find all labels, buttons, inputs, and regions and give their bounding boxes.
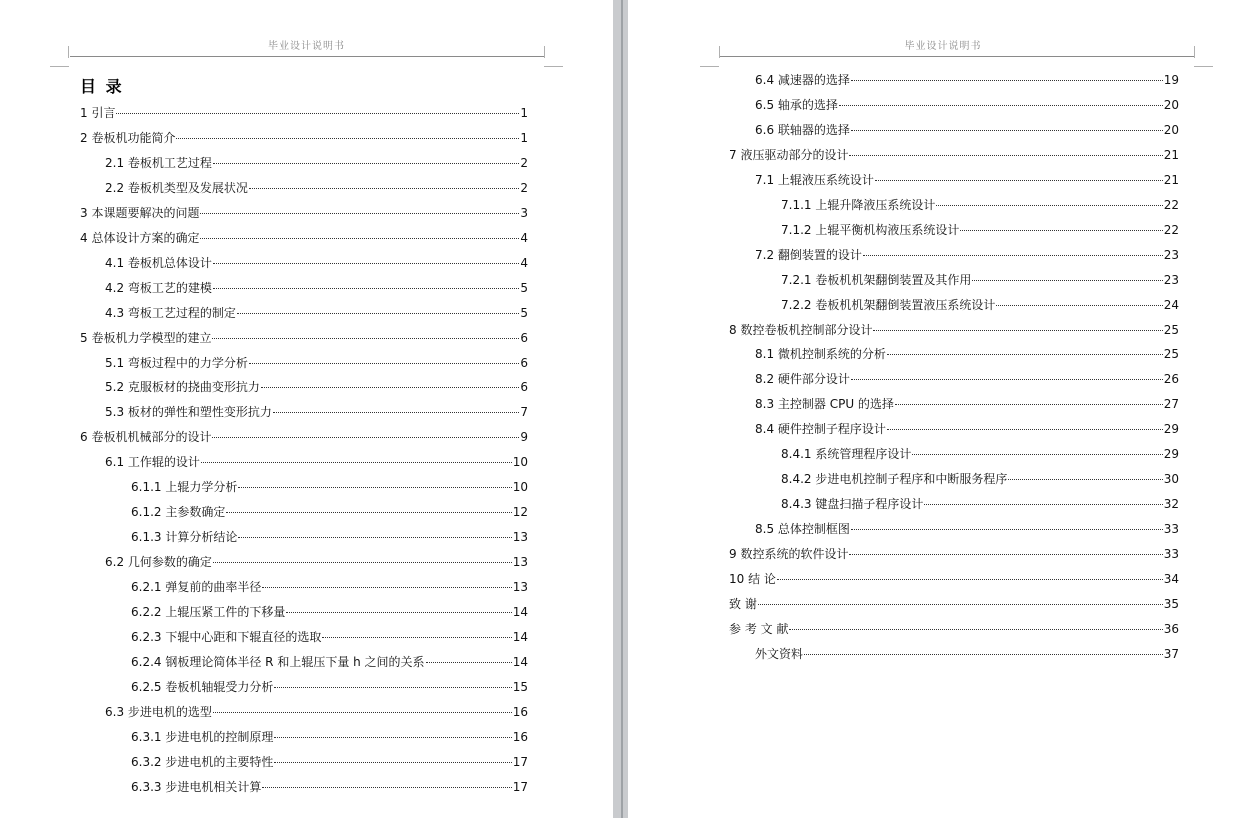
corner-mark bbox=[1194, 46, 1195, 58]
toc-entry-page-number: 23 bbox=[1163, 247, 1179, 262]
toc-entry-label: 6.2.5 卷板机轴辊受力分析 bbox=[131, 679, 274, 694]
toc-entry-label: 5 卷板机力学模型的建立 bbox=[80, 330, 212, 345]
toc-entry[interactable] bbox=[131, 678, 528, 696]
toc-entry[interactable] bbox=[755, 171, 1179, 189]
toc-entry[interactable] bbox=[131, 753, 528, 771]
toc-entry-page-number: 6 bbox=[520, 355, 528, 370]
dot-leader bbox=[286, 612, 511, 613]
toc-entry-label: 8.3 主控制器 CPU 的选择 bbox=[755, 397, 894, 412]
dot-leader bbox=[895, 404, 1163, 405]
toc-entry[interactable] bbox=[131, 528, 528, 546]
dot-leader bbox=[261, 387, 519, 388]
toc-entry-label: 6.2.1 弹复前的曲率半径 bbox=[131, 580, 262, 595]
toc-entry-page-number: 21 bbox=[1163, 172, 1179, 187]
toc-entry-label: 7.2 翻倒装置的设计 bbox=[755, 247, 862, 262]
toc-entry-label: 6.1.2 主参数确定 bbox=[131, 505, 226, 520]
toc-entry-page-number: 4 bbox=[520, 230, 528, 245]
toc-entry-page-number: 16 bbox=[512, 704, 528, 719]
gutter-divider bbox=[621, 0, 623, 818]
toc-entry-label: 6.4 减速器的选择 bbox=[755, 73, 850, 87]
toc-entry-page-number: 36 bbox=[1163, 621, 1179, 636]
dot-leader bbox=[912, 454, 1162, 455]
toc-entry-page-number: 17 bbox=[512, 779, 528, 794]
toc-entry-page-number: 35 bbox=[1163, 596, 1179, 611]
toc-entry[interactable] bbox=[781, 495, 1179, 513]
toc-entry-label: 5.2 克服板材的挠曲变形抗力 bbox=[105, 380, 260, 395]
dot-leader bbox=[875, 180, 1163, 181]
toc-entry[interactable] bbox=[80, 428, 528, 446]
toc-entry-page-number: 10 bbox=[512, 455, 528, 470]
dot-leader bbox=[274, 687, 511, 688]
dot-leader bbox=[262, 587, 511, 588]
toc-entry-page-number: 5 bbox=[520, 305, 528, 320]
toc-entry-label: 8.1 微机控制系统的分析 bbox=[755, 347, 886, 362]
page-header-right: 毕业设计说明书 bbox=[904, 41, 982, 52]
dot-leader bbox=[200, 213, 519, 214]
toc-entry-page-number: 27 bbox=[1163, 397, 1179, 412]
toc-entry-label: 6.1 工作辊的设计 bbox=[105, 455, 200, 470]
toc-entry-label: 4.2 弯板工艺的建模 bbox=[105, 280, 212, 295]
toc-entry[interactable] bbox=[729, 321, 1179, 339]
toc-entry-page-number: 14 bbox=[512, 654, 528, 669]
toc-entry-label: 8.5 总体控制框图 bbox=[755, 522, 850, 537]
dot-leader bbox=[116, 113, 519, 114]
dot-leader bbox=[274, 737, 511, 738]
toc-entry[interactable] bbox=[80, 129, 528, 147]
toc-entry-page-number: 4 bbox=[520, 255, 528, 270]
toc-entry[interactable] bbox=[131, 653, 528, 671]
toc-entry-page-number: 29 bbox=[1163, 447, 1179, 462]
toc-entry[interactable] bbox=[755, 370, 1179, 388]
toc-entry-label: 致 谢 bbox=[729, 596, 757, 611]
corner-mark bbox=[700, 66, 719, 67]
toc-entry[interactable] bbox=[755, 121, 1179, 139]
dot-leader bbox=[887, 354, 1163, 355]
toc-entry-page-number: 1 bbox=[520, 130, 528, 145]
header-rule-left bbox=[70, 56, 545, 57]
toc-entry-label: 参 考 文 献 bbox=[729, 621, 789, 636]
toc-entry[interactable] bbox=[729, 545, 1179, 563]
toc-entry-label: 6.3.2 步进电机的主要特性 bbox=[131, 754, 274, 769]
toc-entry[interactable] bbox=[105, 453, 528, 471]
dot-leader bbox=[213, 263, 519, 264]
toc-entry-label: 7.2.1 卷板机机架翻倒装置及其作用 bbox=[781, 272, 972, 287]
toc-entry-page-number: 15 bbox=[512, 679, 528, 694]
toc-entry[interactable] bbox=[131, 603, 528, 621]
toc-entry[interactable] bbox=[105, 304, 528, 322]
toc-entry[interactable] bbox=[80, 329, 528, 347]
dot-leader bbox=[273, 412, 519, 413]
toc-entry-page-number: 20 bbox=[1163, 122, 1179, 137]
toc-entry-label: 6.5 轴承的选择 bbox=[755, 97, 838, 112]
toc-entry-label: 6.2 几何参数的确定 bbox=[105, 555, 212, 570]
toc-entry[interactable] bbox=[729, 570, 1179, 588]
toc-entry-page-number: 23 bbox=[1163, 272, 1179, 287]
toc-entry[interactable] bbox=[131, 578, 528, 596]
toc-entry[interactable] bbox=[105, 279, 528, 297]
toc-entry[interactable] bbox=[80, 104, 528, 122]
toc-entry-label: 8.2 硬件部分设计 bbox=[755, 372, 850, 387]
toc-entry[interactable] bbox=[755, 645, 1179, 663]
toc-entry-page-number: 33 bbox=[1163, 547, 1179, 562]
dot-leader bbox=[201, 462, 512, 463]
toc-entry-page-number: 34 bbox=[1163, 572, 1179, 586]
toc-entry[interactable] bbox=[729, 146, 1179, 164]
toc-entry[interactable] bbox=[755, 71, 1179, 89]
toc-title: 目 录 bbox=[80, 77, 124, 96]
dot-leader bbox=[849, 554, 1162, 555]
dot-leader bbox=[249, 363, 519, 364]
toc-entry[interactable] bbox=[781, 196, 1179, 214]
toc-entry[interactable] bbox=[729, 595, 1179, 613]
toc-entry-page-number: 17 bbox=[512, 754, 528, 769]
toc-entry-label: 5.3 板材的弹性和塑性变形抗力 bbox=[105, 405, 272, 420]
toc-entry-page-number: 32 bbox=[1163, 497, 1179, 512]
toc-entry-page-number: 19 bbox=[1163, 73, 1179, 87]
toc-entry-label: 6.3.3 步进电机相关计算 bbox=[131, 779, 262, 794]
dot-leader bbox=[924, 504, 1162, 505]
toc-entry[interactable] bbox=[105, 403, 528, 421]
toc-entry[interactable] bbox=[755, 345, 1179, 363]
toc-entry-page-number: 9 bbox=[520, 430, 528, 445]
toc-entry-label: 2.1 卷板机工艺过程 bbox=[105, 155, 212, 170]
dot-leader bbox=[804, 654, 1163, 655]
dot-leader bbox=[213, 712, 512, 713]
toc-entry-label: 4 总体设计方案的确定 bbox=[80, 230, 200, 245]
toc-entry[interactable] bbox=[781, 296, 1179, 314]
toc-entry-page-number: 29 bbox=[1163, 422, 1179, 437]
toc-entry-page-number: 6 bbox=[520, 380, 528, 395]
toc-entry-label: 6.1.3 计算分析结论 bbox=[131, 530, 238, 545]
toc-entry-page-number: 33 bbox=[1163, 522, 1179, 537]
dot-leader bbox=[851, 529, 1163, 530]
dot-leader bbox=[226, 512, 511, 513]
toc-entry-label: 4.1 卷板机总体设计 bbox=[105, 255, 212, 270]
toc-entry-label: 2 卷板机功能简介 bbox=[80, 130, 176, 145]
dot-leader bbox=[960, 230, 1162, 231]
toc-entry[interactable] bbox=[781, 221, 1179, 239]
toc-entry-page-number: 22 bbox=[1163, 222, 1179, 237]
toc-entry-page-number: 16 bbox=[512, 729, 528, 744]
toc-entry-label: 6.1.1 上辊力学分析 bbox=[131, 480, 238, 495]
toc-entry[interactable] bbox=[131, 478, 528, 496]
toc-entry[interactable] bbox=[781, 271, 1179, 289]
toc-entry[interactable] bbox=[105, 354, 528, 372]
document-page-right bbox=[628, 0, 1258, 818]
toc-entry[interactable] bbox=[80, 204, 528, 222]
toc-entry-page-number: 14 bbox=[512, 629, 528, 644]
toc-entry-page-number: 10 bbox=[512, 480, 528, 495]
toc-entry-page-number: 25 bbox=[1163, 322, 1179, 337]
toc-entry[interactable] bbox=[131, 628, 528, 646]
toc-entry-label: 2.2 卷板机类型及发展状况 bbox=[105, 180, 248, 195]
toc-entry[interactable] bbox=[781, 470, 1179, 488]
toc-entry-label: 4.3 弯板工艺过程的制定 bbox=[105, 305, 236, 320]
toc-entry-page-number: 12 bbox=[512, 505, 528, 520]
dot-leader bbox=[322, 637, 511, 638]
corner-mark bbox=[544, 46, 545, 58]
toc-entry-page-number: 37 bbox=[1163, 646, 1179, 661]
dot-leader bbox=[777, 579, 1163, 580]
toc-entry-label: 7.1.1 上辊升降液压系统设计 bbox=[781, 197, 936, 212]
dot-leader bbox=[972, 280, 1162, 281]
dot-leader bbox=[839, 105, 1163, 106]
toc-entry-label: 6.3.1 步进电机的控制原理 bbox=[131, 729, 274, 744]
toc-entry-page-number: 13 bbox=[512, 555, 528, 570]
toc-entry[interactable] bbox=[755, 395, 1179, 413]
toc-entry[interactable] bbox=[755, 420, 1179, 438]
toc-entry-label: 1 引言 bbox=[80, 106, 116, 120]
toc-entry-page-number: 20 bbox=[1163, 97, 1179, 112]
toc-entry-page-number: 7 bbox=[520, 405, 528, 420]
dot-leader bbox=[237, 313, 519, 314]
toc-entry[interactable] bbox=[105, 179, 528, 197]
toc-entry-label: 3 本课题要解决的问题 bbox=[80, 205, 200, 220]
toc-entry[interactable] bbox=[131, 778, 528, 796]
toc-entry-label: 7.1 上辊液压系统设计 bbox=[755, 172, 874, 187]
toc-entry-page-number: 1 bbox=[520, 106, 528, 120]
toc-entry-label: 7 液压驱动部分的设计 bbox=[729, 147, 849, 162]
dot-leader bbox=[996, 305, 1162, 306]
toc-entry[interactable] bbox=[105, 703, 528, 721]
toc-entry-page-number: 6 bbox=[520, 330, 528, 345]
dot-leader bbox=[851, 130, 1163, 131]
dot-leader bbox=[238, 487, 511, 488]
corner-mark bbox=[50, 66, 69, 67]
toc-entry-page-number: 25 bbox=[1163, 347, 1179, 362]
toc-entry[interactable] bbox=[105, 254, 528, 272]
dot-leader bbox=[213, 288, 519, 289]
dot-leader bbox=[758, 604, 1163, 605]
toc-entry-label: 6.6 联轴器的选择 bbox=[755, 122, 850, 137]
toc-entry-page-number: 26 bbox=[1163, 372, 1179, 387]
toc-entry[interactable] bbox=[105, 378, 528, 396]
toc-entry-page-number: 5 bbox=[520, 280, 528, 295]
dot-leader bbox=[1008, 479, 1162, 480]
toc-entry-page-number: 13 bbox=[512, 580, 528, 595]
toc-entry-label: 7.1.2 上辊平衡机构液压系统设计 bbox=[781, 222, 960, 237]
toc-entry-label: 8.4 硬件控制子程序设计 bbox=[755, 422, 886, 437]
dot-leader bbox=[851, 379, 1163, 380]
dot-leader bbox=[873, 330, 1162, 331]
header-rule-right bbox=[720, 56, 1195, 57]
dot-leader bbox=[936, 205, 1162, 206]
toc-entry[interactable] bbox=[105, 154, 528, 172]
toc-entry-label: 6.2.4 钢板理论简体半径 R 和上辊压下量 h 之间的关系 bbox=[131, 654, 425, 669]
toc-entry-page-number: 30 bbox=[1163, 472, 1179, 487]
toc-entry-page-number: 24 bbox=[1163, 297, 1179, 312]
dot-leader bbox=[213, 163, 519, 164]
toc-entry[interactable] bbox=[105, 553, 528, 571]
toc-entry-label: 8.4.3 键盘扫描子程序设计 bbox=[781, 497, 924, 512]
toc-entry-label: 6.2.2 上辊压紧工件的下移量 bbox=[131, 605, 286, 619]
toc-entry-page-number: 3 bbox=[520, 205, 528, 220]
corner-mark bbox=[719, 46, 720, 58]
dot-leader bbox=[249, 188, 519, 189]
document-page-left bbox=[0, 0, 613, 818]
toc-entry-page-number: 2 bbox=[520, 155, 528, 170]
dot-leader bbox=[274, 762, 511, 763]
toc-entry-label: 6 卷板机机械部分的设计 bbox=[80, 430, 212, 445]
toc-entry-page-number: 22 bbox=[1163, 197, 1179, 212]
dot-leader bbox=[238, 537, 511, 538]
dot-leader bbox=[200, 238, 519, 239]
toc-entry-page-number: 21 bbox=[1163, 147, 1179, 162]
toc-entry-page-number: 2 bbox=[520, 180, 528, 195]
toc-entry-page-number: 13 bbox=[512, 530, 528, 545]
toc-entry-label: 5.1 弯板过程中的力学分析 bbox=[105, 355, 248, 370]
corner-mark bbox=[1194, 66, 1213, 67]
dot-leader bbox=[863, 255, 1163, 256]
toc-entry[interactable] bbox=[131, 728, 528, 746]
toc-entry-label: 8 数控卷板机控制部分设计 bbox=[729, 322, 873, 337]
toc-entry-label: 6.2.3 下辊中心距和下辊直径的选取 bbox=[131, 629, 322, 644]
dot-leader bbox=[213, 562, 512, 563]
toc-entry[interactable] bbox=[729, 620, 1179, 638]
dot-leader bbox=[212, 437, 519, 438]
dot-leader bbox=[262, 787, 511, 788]
toc-entry-label: 9 数控系统的软件设计 bbox=[729, 547, 849, 562]
toc-entry[interactable] bbox=[755, 246, 1179, 264]
toc-entry-label: 10 结 论 bbox=[729, 572, 776, 586]
dot-leader bbox=[426, 662, 512, 663]
dot-leader bbox=[887, 429, 1163, 430]
dot-leader bbox=[849, 155, 1162, 156]
toc-entry[interactable] bbox=[131, 503, 528, 521]
toc-entry-label: 7.2.2 卷板机机架翻倒装置液压系统设计 bbox=[781, 297, 996, 312]
toc-entry[interactable] bbox=[781, 445, 1179, 463]
corner-mark bbox=[544, 66, 563, 67]
page-header-left: 毕业设计说明书 bbox=[268, 41, 345, 52]
toc-entry[interactable] bbox=[755, 96, 1179, 114]
dot-leader bbox=[212, 338, 519, 339]
toc-entry-label: 8.4.1 系统管理程序设计 bbox=[781, 447, 912, 462]
toc-entry[interactable] bbox=[80, 229, 528, 247]
corner-mark bbox=[68, 46, 69, 58]
toc-entry-page-number: 14 bbox=[512, 605, 528, 619]
toc-entry-label: 8.4.2 步进电机控制子程序和中断服务程序 bbox=[781, 472, 1008, 487]
dot-leader bbox=[176, 138, 519, 139]
toc-entry-label: 6.3 步进电机的选型 bbox=[105, 704, 212, 719]
dot-leader bbox=[851, 80, 1163, 81]
dot-leader bbox=[789, 629, 1162, 630]
toc-entry-label: 外文资料 bbox=[755, 646, 804, 661]
toc-entry[interactable] bbox=[755, 520, 1179, 538]
